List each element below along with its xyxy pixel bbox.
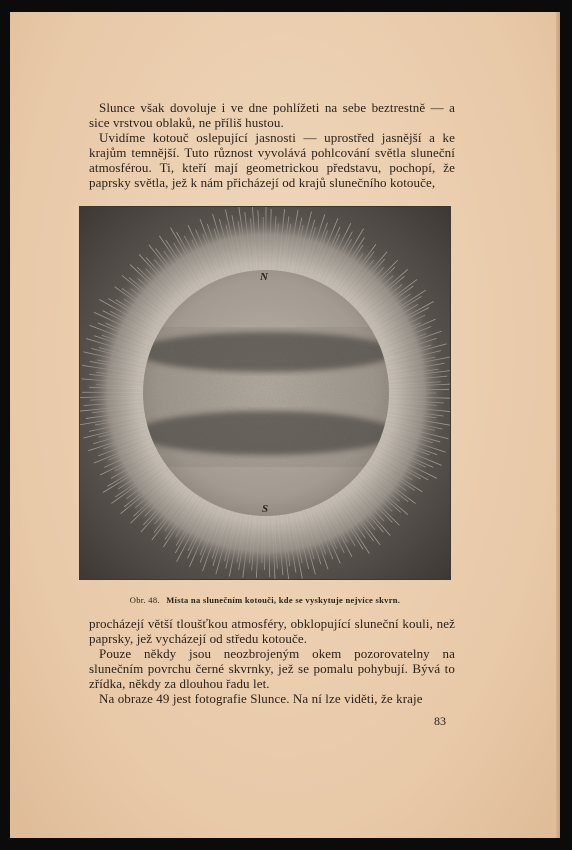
paragraph: Na obraze 49 jest fotografie Slunce. Na ní lze viděti, že kraje: [99, 691, 423, 706]
paragraph: Pouze někdy jsou neozbrojeným okem pozorovatelny na slunečním povrchu černé skvrnky, jež se pomalu pohybují. Bývá to zřídka, někdy za dlouhou řadu let.: [89, 646, 455, 691]
paragraph: procházejí větší tloušťkou atmosféry, obklopující sluneční kouli, než paprsky, jež vycházejí od středu kotouče.: [89, 616, 455, 646]
paragraph: Slunce však dovoluje i ve dne pohlížeti na sebe beztrestně — a sice vrstvou oblaků, ne příliš hustou.: [89, 100, 455, 130]
figure-caption-text: Místa na slunečním kotouči, kde se vyskytuje nejvíce skvrn.: [166, 595, 401, 605]
sun-illustration: [80, 207, 450, 579]
figure-caption: [80, 595, 450, 605]
sun-disc-figure: [80, 207, 450, 579]
figure-label: Obr. 48.: [129, 595, 160, 605]
top-text-block: [89, 100, 455, 190]
south-marker: S: [262, 503, 269, 515]
book-page: [10, 12, 560, 838]
bottom-text-block: [89, 616, 455, 706]
page-number: 83: [434, 714, 446, 728]
page-edge: [556, 12, 560, 838]
north-marker: N: [260, 271, 268, 283]
paragraph: Uvidíme kotouč oslepující jasnosti — uprostřed jasnější a ke krajům temnější. Tuto různost vyvolává pohlcování světla sluneční atmosférou. Ti, kteří mají geometrickou představu, pochopí, že paprsky světla, jež k nám přicházejí od krajů slunečního kotouče,: [89, 130, 455, 190]
